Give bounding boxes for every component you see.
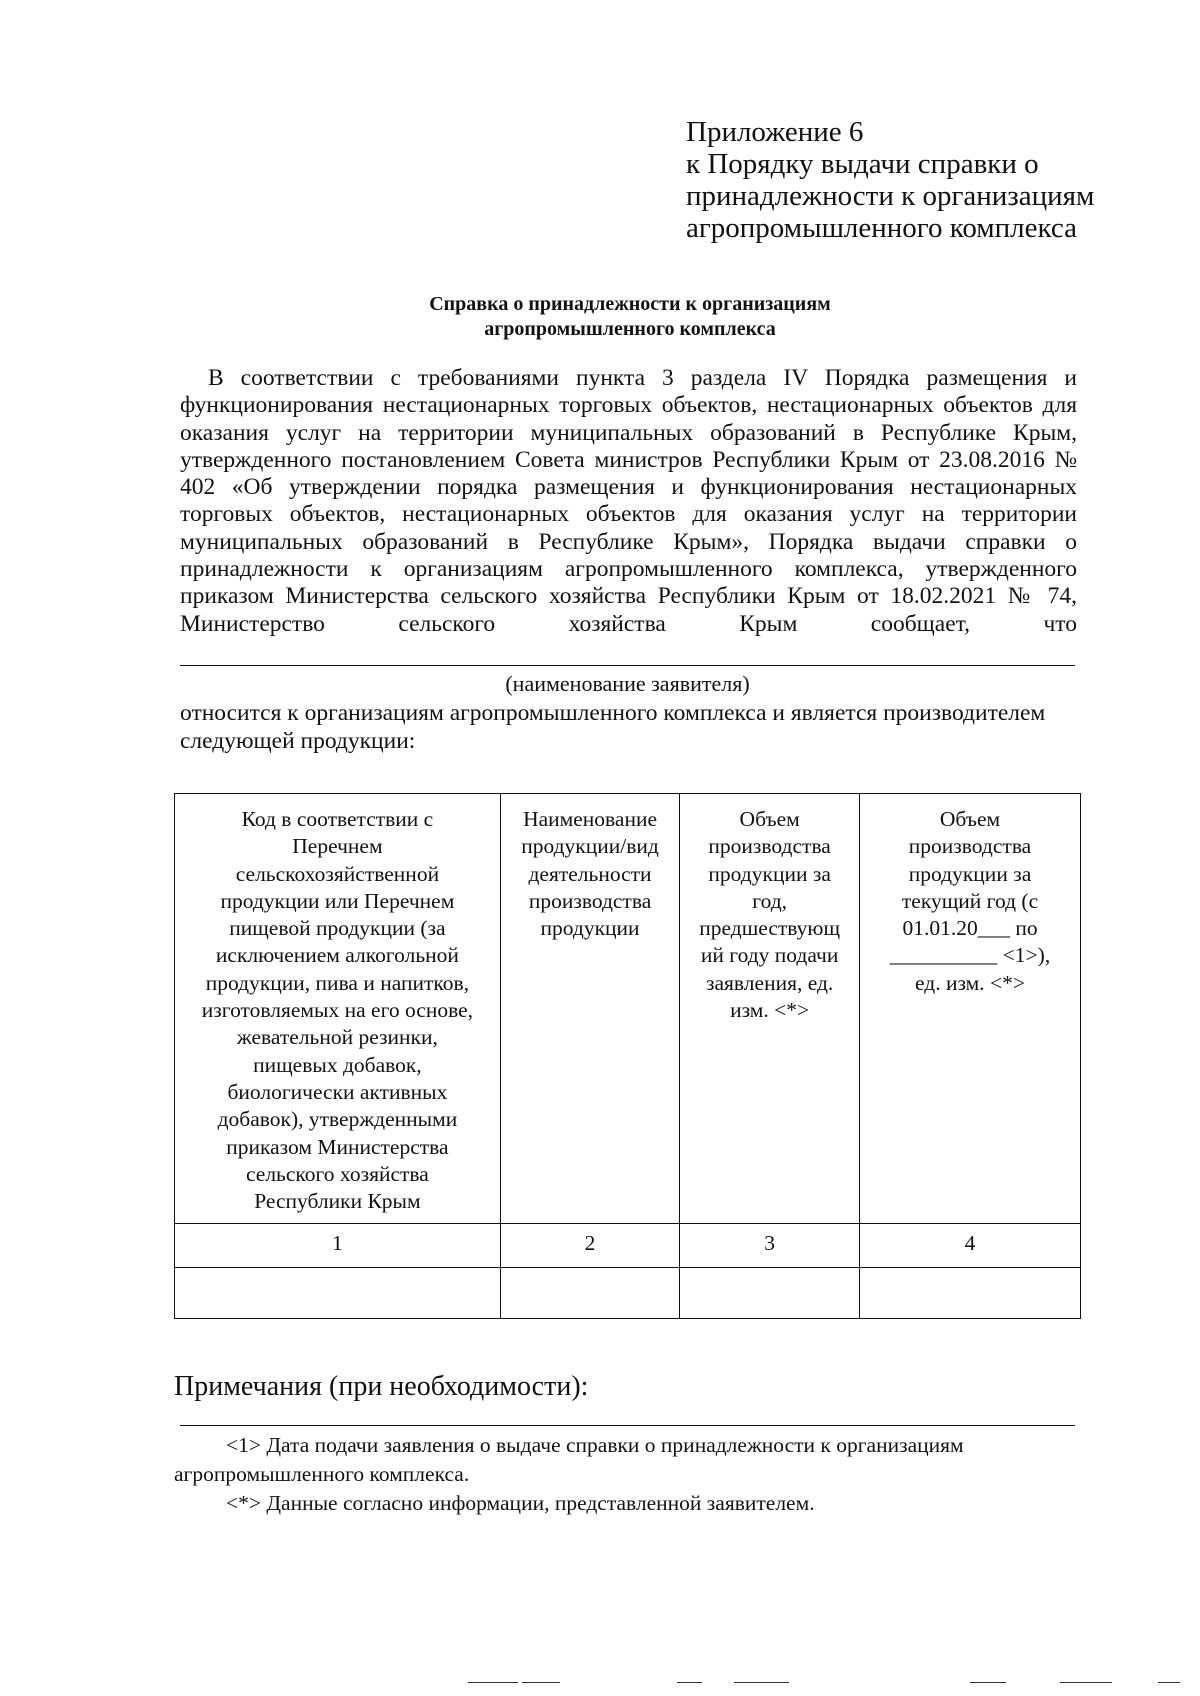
appendix-line: агропромышленного комплекса	[686, 212, 1077, 244]
applicant-name-line	[180, 665, 1075, 666]
column-number: 1	[175, 1224, 501, 1268]
column-number: 4	[860, 1224, 1081, 1268]
notes-line	[180, 1425, 1075, 1426]
table-header-row	[175, 794, 1081, 1224]
main-paragraph: В соответствии с требованиями пункта 3 раздела IV Порядка размещения и функционирования нестационарных торговых объектов, нестационарных объектов для оказания услуг на территории муниципальных образований в Республике Крым, утвержденного постановлением Совета министров Республики Крым от 23.08.2016 № 402 «Об утверждении порядка размещения и функционирования нестационарных торговых объектов, нестационарных объектов для оказания услуг на территории муниципальных образований в Республике Крым», Порядка выдачи справки о принадлежности к организациям агропромышленного комплекса, утвержденного приказом Министерства сельского хозяйства Республики Крым от 18.02.2021 № 74, Министерство сельского хозяйства Крым сообщает, что	[180, 365, 1077, 637]
body-text	[180, 365, 1077, 638]
document-title	[180, 292, 1080, 342]
notes-title: Примечания (при необходимости):	[174, 1371, 589, 1402]
table-number-row	[175, 1224, 1081, 1268]
applicant-caption: (наименование заявителя)	[505, 671, 750, 696]
table-header-cell: Объем производства продукции за год, предшествующ ий году подачи заявления, ед. изм. <*>	[680, 794, 860, 1224]
footnote-1-text: Дата подачи заявления о выдаче справки о принадлежности к организациям агропромышленного комплекса.	[174, 1433, 964, 1486]
scan-mark	[970, 1682, 1006, 1683]
table-cell	[175, 1268, 501, 1319]
appendix-header	[686, 116, 1094, 244]
appendix-line: к Порядку выдачи справки о	[686, 148, 1039, 180]
table-cell	[860, 1268, 1081, 1319]
table-cell	[680, 1268, 860, 1319]
scan-mark	[1158, 1682, 1180, 1683]
scan-mark	[734, 1682, 789, 1683]
column-number: 3	[680, 1224, 860, 1268]
table-header-cell: Объем производства продукции за текущий год (с 01.01.20___ по __________ <1>), ед. изм. <*>	[860, 794, 1081, 1224]
scan-mark	[522, 1682, 560, 1683]
footnote-1	[174, 1431, 1084, 1489]
scan-artifacts	[0, 1682, 1200, 1688]
after-text	[180, 699, 1077, 755]
footnote-star	[174, 1489, 1084, 1518]
table-row	[175, 1268, 1081, 1319]
scan-mark	[1060, 1682, 1112, 1683]
title-line-2: агропромышленного комплекса	[484, 318, 776, 340]
scan-mark	[677, 1682, 702, 1683]
appendix-line: Приложение 6	[686, 116, 864, 148]
production-table	[174, 793, 1081, 1319]
column-number: 2	[500, 1224, 679, 1268]
footnote-1-marker: <1>	[226, 1433, 262, 1457]
after-paragraph: относится к организациям агропромышленного комплекса и является производителем следующей продукции:	[180, 700, 1046, 754]
footnotes	[174, 1431, 1084, 1518]
scan-mark	[468, 1682, 518, 1683]
table-header-cell: Код в соответствии с Перечнем сельскохозяйственной продукции или Перечнем пищевой продукции (за исключением алкогольной продукции, пива и напитков, изготовляемых на его основе, жевательной резинки, пищевых добавок, биологически активных добавок), утвержденными приказом Министерства сельского хозяйства Республики Крым	[175, 794, 501, 1224]
footnote-star-text: Данные согласно информации, представленной заявителем.	[266, 1491, 815, 1515]
footnote-star-marker: <*>	[226, 1491, 262, 1515]
appendix-line: принадлежности к организациям	[686, 180, 1095, 212]
title-line-1: Справка о принадлежности к организациям	[429, 293, 831, 315]
table-header-cell: Наименование продукции/вид деятельности производства продукции	[500, 794, 679, 1224]
table-cell	[500, 1268, 679, 1319]
